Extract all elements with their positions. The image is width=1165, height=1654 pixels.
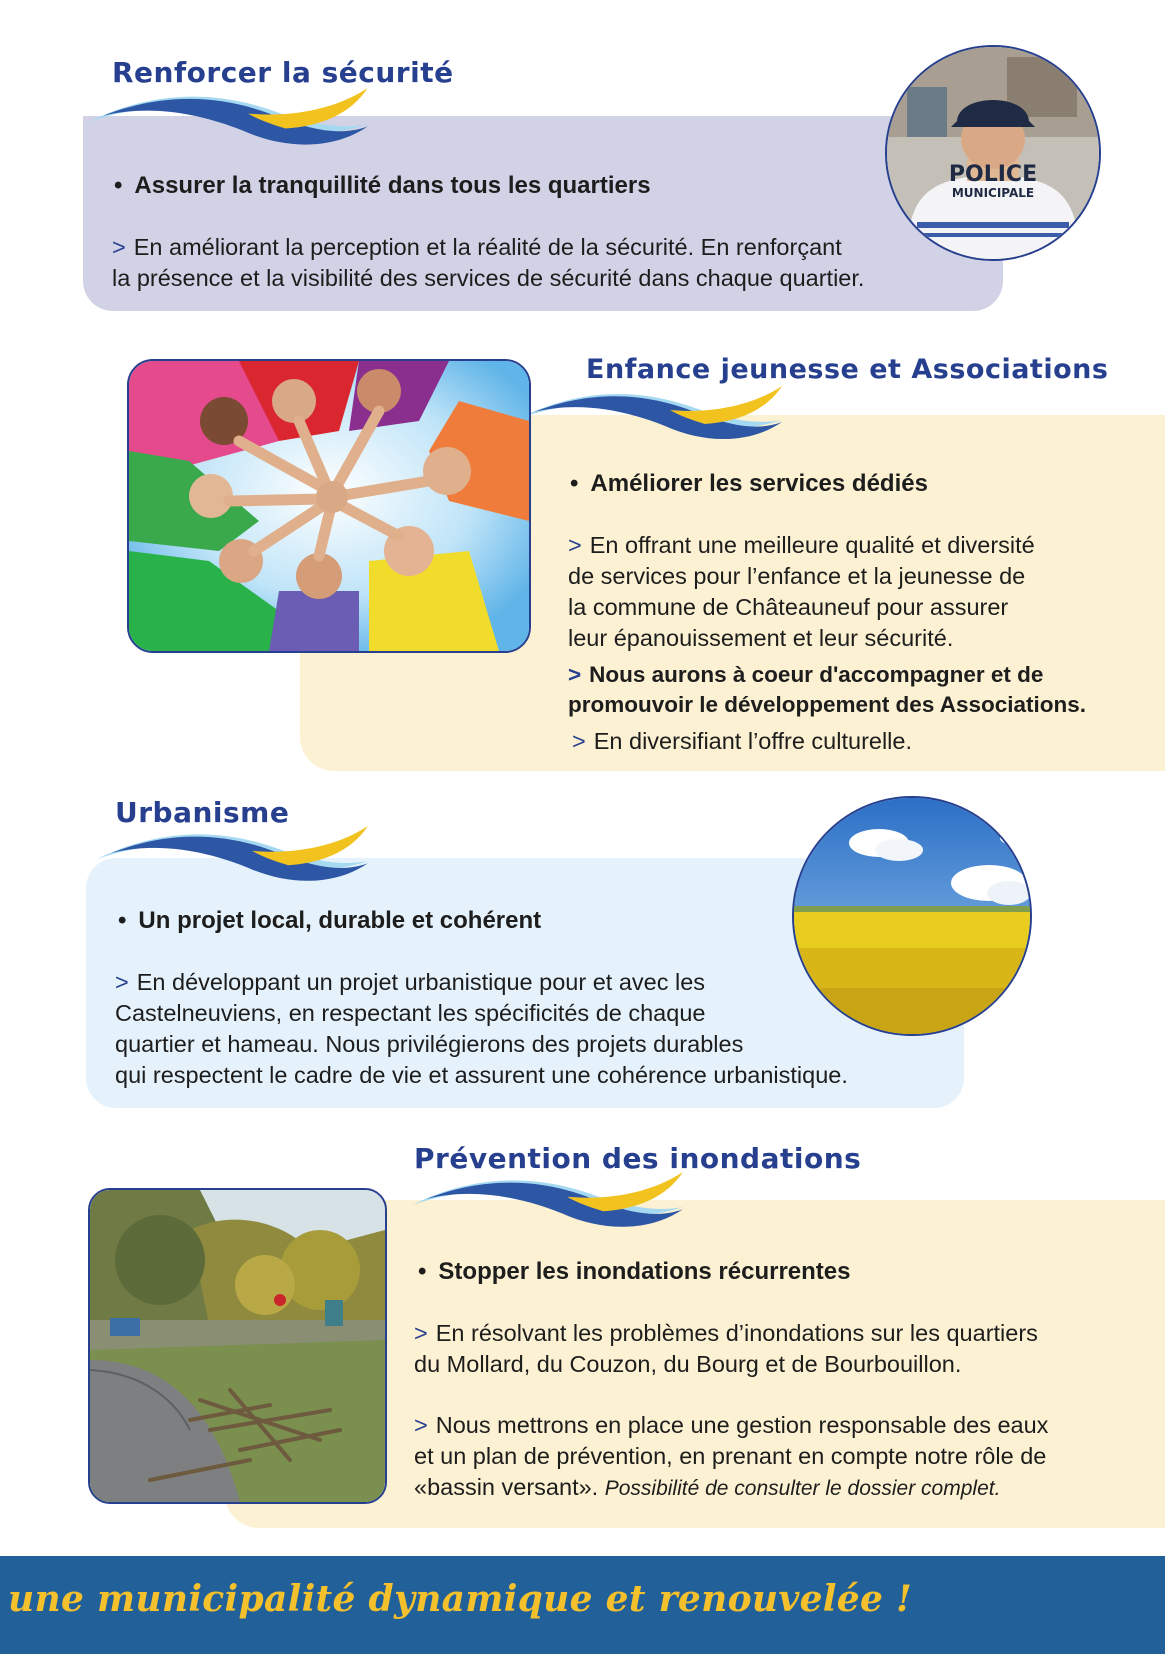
wave-decoration <box>520 386 782 446</box>
wave-decoration <box>410 1172 685 1234</box>
flood-debris-photo <box>88 1188 387 1504</box>
section-bullet-securite: • Assurer la tranquillité dans tous les quartiers <box>114 172 651 200</box>
section-text-inondations: > En résolvant les problèmes d’inondations sur les quartiers du Mollard, du Couzon, du Bourg et de Bourbouillon. <box>414 1320 1038 1377</box>
wave-decoration <box>95 826 370 888</box>
police-badge-line2: MUNICIPALE <box>951 186 1035 200</box>
children-circle-photo <box>127 359 531 653</box>
rapeseed-field-photo <box>792 796 1032 1036</box>
section-text-securite: > En améliorant la perception et la réalité de la sécurité. En renforçant la présence et la visibilité des services de sécurité dans chaque quartier. <box>112 234 865 291</box>
section-text-enfance: > En offrant une meilleure qualité et diversité de services pour l’enfance et la jeunesse de la commune de Châteauneuf pour assurer leur épanouissement et leur sécurité. <box>568 532 1035 651</box>
section-text-culture: > En diversifiant l’offre culturelle. <box>572 728 913 754</box>
police-officer-photo <box>885 45 1101 261</box>
section-title-urbanisme: Urbanisme <box>115 796 290 829</box>
section-title-enfance: Enfance jeunesse et Associations <box>586 354 1109 385</box>
section-text-gestion-eaux: > Nous mettrons en place une gestion responsable des eaux et un plan de prévention, en prenant en compte notre rôle de «bassin versant». Possibilité de consulter le dossier complet. <box>414 1412 1049 1500</box>
section-title-inondations: Prévention des inondations <box>414 1142 862 1175</box>
section-text-associations: > Nous aurons à coeur d'accompagner et de promouvoir le développement des Associations. <box>568 662 1087 717</box>
wave-decoration <box>88 88 368 152</box>
dossier-note: Possibilité de consulter le dossier complet. <box>604 1477 1001 1500</box>
section-bullet-enfance: • Améliorer les services dédiés <box>570 470 928 498</box>
section-title-securite: Renforcer la sécurité <box>112 56 454 89</box>
footer-slogan: une municipalité dynamique et renouvelée ! <box>8 1578 913 1620</box>
section-bullet-urbanisme: • Un projet local, durable et cohérent <box>118 907 541 935</box>
police-badge-line1: POLICE <box>948 162 1038 187</box>
section-text-urbanisme: > En développant un projet urbanistique pour et avec les Castelneuviens, en respectant les spécificités de chaque quartier et hameau. Nous privilégierons des projets durables qui respectent le cadre de vie et assurent une cohérence urbanistique. <box>115 969 848 1088</box>
section-bullet-inondations: • Stopper les inondations récurrentes <box>418 1258 851 1286</box>
